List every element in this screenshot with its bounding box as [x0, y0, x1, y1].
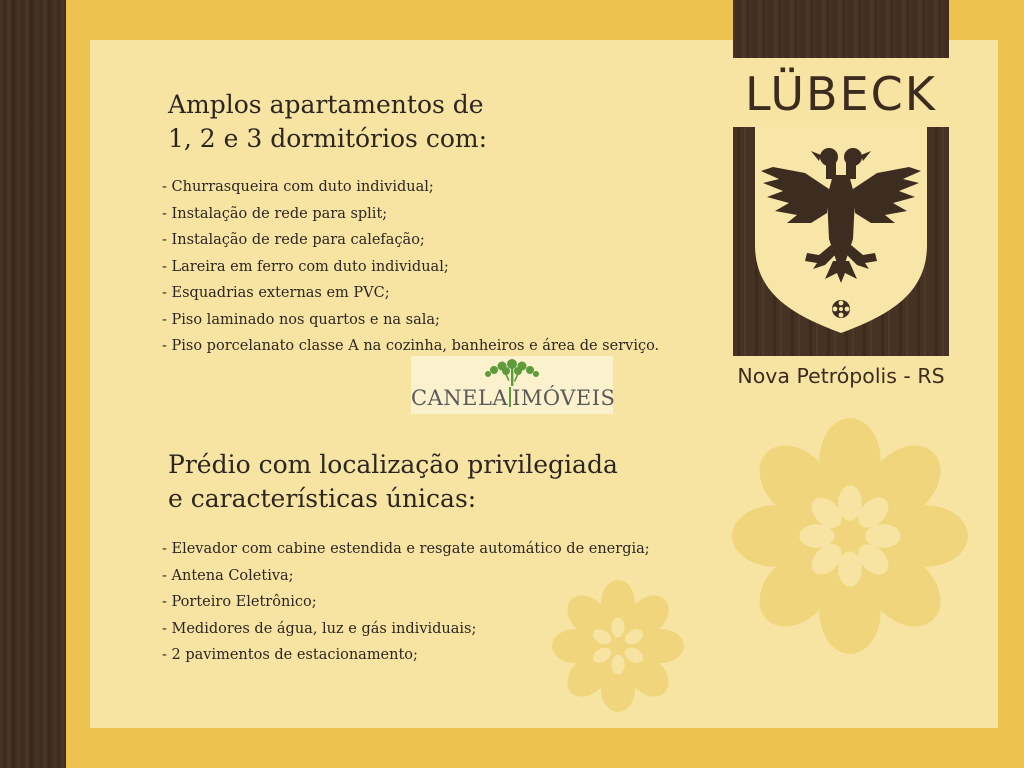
list-item: - Elevador com cabine estendida e resgate automático de energia;	[162, 541, 650, 557]
logo-text-canela: CANELA	[411, 386, 509, 410]
list-item: - Piso laminado nos quartos e na sala;	[162, 311, 440, 328]
flower-pattern-icon	[732, 418, 968, 654]
building-heading: Prédio com localização privilegiada e características únicas:	[168, 450, 618, 513]
list-item: - Porteiro Eletrônico;	[162, 594, 317, 610]
list-item: - Instalação de rede para split;	[162, 205, 388, 222]
features-heading: Amplos apartamentos de 1, 2 e 3 dormitórios com:	[168, 90, 488, 153]
list-item: - Esquadrias externas em PVC;	[162, 285, 390, 301]
list-item: - Piso porcelanato classe A na cozinha, banheiros e área de serviço.	[162, 338, 660, 354]
eagle-crest-icon	[733, 127, 949, 356]
logo-divider	[509, 387, 511, 407]
logo-text-imoveis: IMÓVEIS	[512, 386, 616, 410]
list-item: - Antena Coletiva;	[162, 567, 294, 584]
wood-side-strip	[0, 0, 66, 768]
list-item: - Medidores de água, luz e gás individuais;	[162, 620, 477, 637]
canela-imoveis-logo	[411, 356, 616, 414]
list-item: - Churrasqueira com duto individual;	[162, 179, 434, 195]
building-features-list	[162, 536, 650, 669]
brand-name: LÜBECK	[745, 67, 937, 121]
list-item: - Lareira em ferro com duto individual;	[162, 258, 449, 275]
brand-wood-header	[733, 0, 949, 58]
list-item: - 2 pavimentos de estacionamento;	[162, 647, 418, 663]
location-text: Nova Petrópolis - RS	[737, 364, 945, 388]
list-item: - Instalação de rede para calefação;	[162, 232, 425, 248]
apartment-features-list	[162, 174, 659, 360]
tree-icon	[480, 358, 544, 386]
